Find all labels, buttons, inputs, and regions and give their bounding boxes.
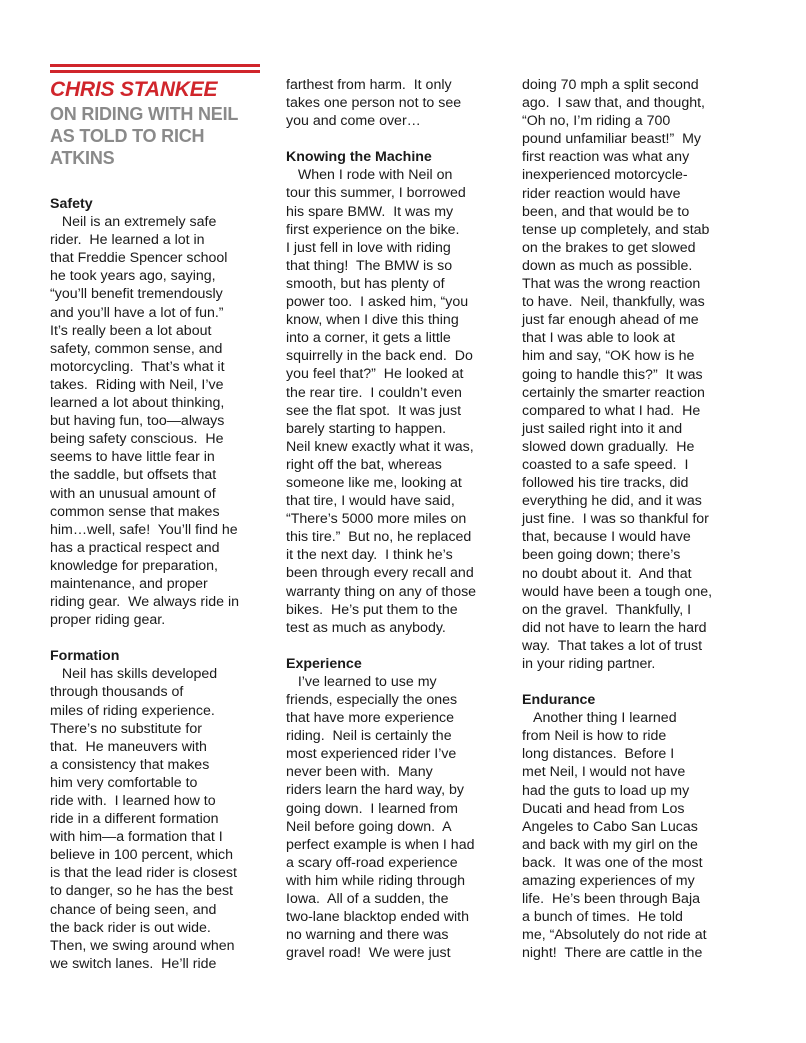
column-2 [286, 76, 501, 962]
text-line: into a corner, it gets a little [286, 330, 451, 347]
text-line: Angeles to Cabo San Lucas [522, 818, 698, 835]
text-line: Neil has skills developed [50, 666, 218, 683]
text-line: safety, common sense, and [50, 340, 223, 357]
text-line: warranty thing on any of those [286, 583, 477, 600]
text-line: believe in 100 percent, which [50, 847, 233, 864]
text-line: first reaction was what any [522, 149, 690, 166]
text-line: that, because I would have [522, 529, 691, 546]
text-line: see the flat spot. It was just [286, 402, 462, 419]
text-line: rider. He learned a lot in [50, 232, 205, 249]
text-line: rider reaction would have [522, 185, 681, 202]
text-line: a bunch of times. He told [522, 909, 683, 926]
text-line: doing 70 mph a split second [522, 77, 699, 93]
text-line: just fine. I was so thankful for [522, 511, 709, 528]
text-line: night! There are cattle in the [522, 945, 703, 962]
text-line: in your riding partner. [522, 656, 656, 672]
text-line: Then, we swing around when [50, 937, 235, 954]
text-line: being safety conscious. He [50, 431, 224, 448]
article-subtitle [50, 103, 265, 169]
text-line: right off the bat, whereas [286, 456, 442, 473]
text-line: maintenance, and proper [50, 575, 208, 592]
text-line: friends, especially the ones [286, 692, 458, 708]
text-line: life. He’s been through Baja [522, 891, 700, 908]
text-line: bikes. He’s put them to the [286, 601, 458, 618]
text-line: is that the lead rider is closest [50, 865, 237, 882]
text-line: just sailed right into it and [522, 420, 683, 437]
text-line: no warning and there was [286, 927, 449, 944]
text-line: chance of being seen, and [50, 901, 217, 918]
text-line: When I rode with Neil on [286, 167, 453, 184]
text-line: a scary off-road experience [286, 854, 458, 871]
text-line: on the gravel. Thankfully, I [522, 601, 692, 618]
text-line: had the guts to load up my [522, 782, 690, 799]
text-line: Ducati and head from Los [522, 800, 685, 817]
text-line: “There’s 5000 more miles on [286, 511, 467, 528]
article-kicker: CHRIS STANKEE [50, 78, 218, 101]
body-paragraph [522, 76, 737, 673]
text-line: met Neil, I would not have [522, 764, 686, 781]
text-line: Iowa. All of a sudden, the [286, 891, 449, 908]
text-line: did not have to learn the hard [522, 619, 707, 636]
title-rules [50, 64, 260, 73]
text-line: Neil knew exactly what it was, [286, 438, 474, 455]
text-line: I’ve learned to use my [286, 673, 437, 690]
text-line: test as much as anybody. [286, 619, 446, 636]
text-line: and you’ll have a lot of fun.” [50, 304, 224, 321]
text-line: through thousands of [50, 684, 184, 701]
text-line: way. That takes a lot of trust [522, 637, 703, 654]
body-paragraph [286, 76, 501, 130]
text-line: tour this summer, I borrowed [286, 185, 466, 202]
text-line: common sense that makes [50, 503, 220, 520]
text-line: everything he did, and it was [522, 493, 702, 510]
text-line: on the brakes to get slowed [522, 239, 696, 256]
text-line: That was the wrong reaction [522, 276, 701, 293]
text-line: farthest from harm. It only [286, 77, 452, 93]
text-line: gravel road! We were just [286, 945, 451, 962]
text-line: knowledge for preparation, [50, 557, 218, 574]
text-line: him…well, safe! You’ll find he [50, 521, 238, 538]
text-line: perfect example is when I had [286, 836, 475, 853]
text-line: him and say, “OK how is he [522, 348, 695, 365]
text-line: that thing! The BMW is so [286, 257, 453, 274]
text-line: I just fell in love with riding [286, 239, 451, 256]
text-line: ride in a different formation [50, 811, 219, 828]
text-line: with him—a formation that I [50, 829, 223, 846]
red-rule-bottom [50, 70, 260, 73]
text-line: been, and that would be to [522, 203, 690, 220]
text-line: the rear tire. I couldn’t even [286, 384, 462, 401]
text-line: proper riding gear. [50, 612, 166, 629]
text-line: that tire, I would have said, [286, 493, 455, 510]
subtitle-line: AS TOLD TO RICH [50, 126, 205, 146]
text-line: his spare BMW. It was my [286, 203, 454, 220]
text-line: takes. Riding with Neil, I’ve [50, 376, 224, 393]
column-1 [50, 78, 265, 973]
text-line: slowed down gradually. He [522, 438, 695, 455]
text-line: just far enough ahead of me [522, 312, 699, 329]
body-paragraph [522, 709, 737, 962]
text-line: followed his tire tracks, did [522, 475, 689, 492]
body-paragraph [286, 166, 501, 636]
text-line: ride with. I learned how to [50, 793, 216, 809]
text-line: been through every recall and [286, 565, 474, 582]
text-line: me, “Absolutely do not ride at [522, 927, 707, 944]
text-line: most experienced rider I’ve [286, 746, 457, 763]
body-paragraph [286, 673, 501, 963]
text-line: There’s no substitute for [50, 720, 202, 737]
text-line: power too. I asked him, “you [286, 294, 469, 311]
text-line: going to handle this?” It was [522, 366, 703, 383]
text-line: first experience on the bike. [286, 221, 460, 238]
text-line: back. It was one of the most [522, 854, 703, 871]
text-line: from Neil is how to ride [522, 728, 667, 745]
text-line: miles of riding experience. [50, 702, 215, 719]
text-line: It’s really been a lot about [50, 322, 212, 339]
text-line: smooth, but has plenty of [286, 275, 445, 292]
text-line: would have been a tough one, [522, 583, 713, 600]
text-line: you feel that?” He looked at [286, 366, 464, 383]
text-line: two-lane blacktop ended with [286, 909, 469, 926]
text-line: that. He maneuvers with [50, 738, 207, 755]
text-line: we switch lanes. He’ll ride [50, 955, 217, 972]
text-line: he took years ago, saying, [50, 268, 216, 285]
text-line: never been with. Many [286, 764, 433, 781]
text-line: long distances. Before I [522, 746, 675, 763]
text-line: going down. I learned from [286, 800, 458, 817]
section-heading: Formation [50, 648, 120, 665]
text-line: and back with my girl on the [522, 836, 698, 853]
text-line: know, when I dive this thing [286, 312, 459, 329]
section-heading: Experience [286, 655, 362, 672]
text-line: riders learn the hard way, by [286, 782, 464, 799]
subtitle-line: ATKINS [50, 148, 115, 168]
text-line: Another thing I learned [522, 710, 677, 727]
text-line: to danger, so he has the best [50, 883, 233, 900]
text-line: no doubt about it. And that [522, 565, 692, 582]
text-line: certainly the smarter reaction [522, 384, 705, 401]
body-paragraph [50, 213, 265, 629]
text-line: that have more experience [286, 710, 454, 727]
subtitle-line: ON RIDING WITH NEIL [50, 104, 239, 124]
column-3 [522, 76, 737, 963]
text-line: ago. I saw that, and thought, [522, 95, 705, 112]
text-line: Neil is an extremely safe [50, 214, 217, 231]
text-line: down as much as possible. [522, 257, 693, 274]
text-line: with an unusual amount of [50, 485, 216, 502]
text-line: you and come over… [286, 113, 421, 130]
text-line: seems to have little fear in [50, 449, 215, 466]
text-line: riding gear. We always ride in [50, 594, 239, 611]
text-line: coasted to a safe speed. I [522, 456, 689, 473]
text-line: the saddle, but offsets that [50, 467, 217, 484]
text-line: a consistency that makes [50, 756, 210, 773]
text-line: inexperienced motorcycle- [522, 167, 688, 184]
text-line: him very comfortable to [50, 774, 198, 791]
text-line: squirrelly in the back end. Do [286, 348, 473, 365]
text-line: compared to what I had. He [522, 402, 701, 419]
section-heading: Endurance [522, 692, 596, 709]
text-line: but having fun, too—always [50, 413, 225, 430]
text-line: someone like me, looking at [286, 474, 462, 491]
text-line: tense up completely, and stab [522, 221, 710, 238]
text-line: amazing experiences of my [522, 873, 695, 890]
text-line: to have. Neil, thankfully, was [522, 294, 705, 311]
text-line: “Oh no, I’m riding a 700 [522, 113, 671, 130]
text-line: pound unfamiliar beast!” My [522, 131, 702, 148]
text-line: this tire.” But no, he replaced [286, 529, 472, 546]
red-rule-top [50, 64, 260, 67]
text-line: motorcycling. That’s what it [50, 358, 225, 375]
section-heading: Safety [50, 196, 93, 212]
text-line: that Freddie Spencer school [50, 250, 228, 267]
text-line: been going down; there’s [522, 547, 681, 564]
text-line: has a practical respect and [50, 539, 220, 556]
body-paragraph [50, 665, 265, 973]
text-line: the back rider is out wide. [50, 919, 211, 936]
text-line: that I was able to look at [522, 330, 676, 347]
text-line: with him while riding through [286, 872, 466, 889]
text-line: Neil before going down. A [286, 818, 452, 835]
section-heading: Knowing the Machine [286, 149, 432, 166]
text-line: takes one person not to see [286, 95, 462, 112]
text-line: it the next day. I think he’s [286, 547, 453, 564]
text-line: learned a lot about thinking, [50, 395, 225, 412]
text-line: “you’ll benefit tremendously [50, 286, 223, 303]
text-line: barely starting to happen. [286, 420, 447, 437]
text-line: riding. Neil is certainly the [286, 728, 452, 745]
